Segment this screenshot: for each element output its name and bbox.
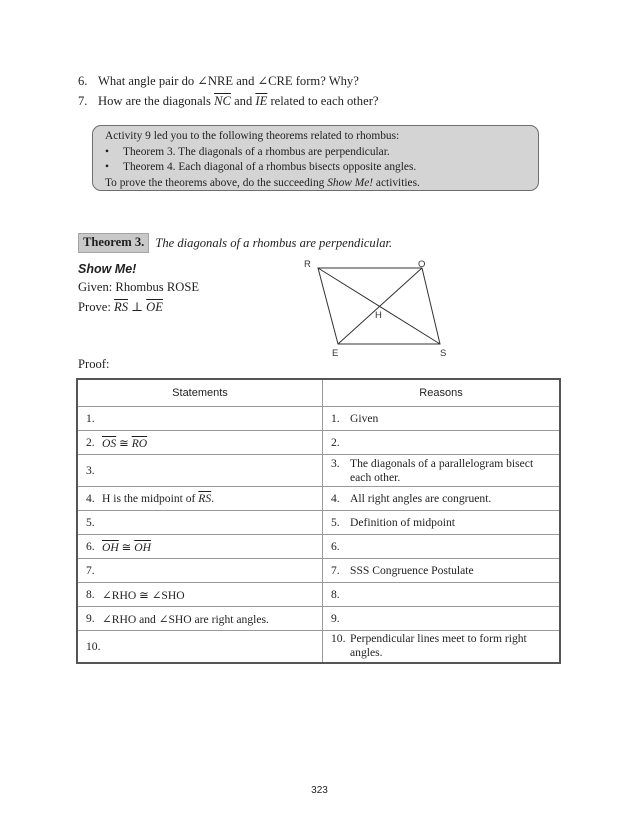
congruent-symbol: ≅ [116,436,132,450]
intersection-label-h: H [375,310,382,321]
reason-text: The diagonals of a parallelogram bisect each other. [350,456,534,484]
reason-number: 10. [331,632,346,646]
bullet-icon: • [105,145,109,158]
page-number: 323 [311,785,328,796]
statement-number: 2. [86,435,95,449]
statement-number: 3. [86,464,95,477]
table-row [77,583,560,607]
question-number: 7. [78,94,88,108]
callout-bullet-text: Theorem 3. The diagonals of a rhombus are perpendicular. [123,145,390,158]
statement-number: 4. [86,492,95,505]
statement-text [102,540,151,554]
callout-outro [105,176,538,192]
reason-text: Given [350,412,379,425]
prove-statement [78,299,163,315]
show-me-heading: Show Me! [78,262,137,276]
table-row [77,511,560,535]
statement-number: 6. [86,539,95,553]
callout-intro: Activity 9 led you to the following theorems related to rhombus: [105,130,400,142]
reason-text: Perpendicular lines meet to form right angles. [350,632,527,660]
reason-number: 1. [331,412,340,425]
congruent-symbol: ≅ [118,540,135,554]
table-row [77,455,560,487]
table-row [77,431,560,455]
segment-nc: $\overline{NC}$ [214,94,231,108]
table-header-row [77,379,560,407]
segment-oe: $\overline{OE}$ [146,300,163,314]
reason-text: Definition of midpoint [350,516,455,529]
vertex-label-o: O [418,259,426,270]
statement-text-part: H is the midpoint of [102,492,199,505]
reason-text: All right angles are congruent. [350,492,492,505]
reasons-header: Reasons [323,379,561,407]
question-6 [78,73,359,89]
reason-number: 9. [331,612,340,625]
statement-number: 1. [86,412,95,425]
callout-outro-text: To prove the theorems above, do the succeeding [105,176,328,189]
table-row [77,535,560,559]
reason-number: 3. [331,456,340,470]
vertex-label-e: E [332,348,339,359]
question-7 [78,94,378,109]
table-row [77,559,560,583]
theorem-statement: The diagonals of a rhombus are perpendicular. [155,235,393,250]
statement-number: 5. [86,516,95,529]
proof-label: Proof: [78,357,110,371]
diagonal-oe [338,268,422,344]
theorem-callout-box [92,125,539,191]
reason-number: 2. [331,436,340,449]
segment-ie: $\overline{IE}$ [255,94,268,108]
bullet-icon: • [105,161,109,173]
segment-os: $\overline{OS}$ [102,436,117,450]
vertex-label-s: S [440,348,447,359]
question-text: What angle pair do ∠NRE and ∠CRE form? Why? [98,74,359,88]
callout-outro-italic: Show Me! [327,176,374,189]
segment-ro: $\overline{RO}$ [131,436,148,450]
statements-header: Statements [77,379,323,407]
statement-text-part: . [211,492,215,505]
segment-rs: $\overline{RS}$ [198,492,212,505]
statement-text: ∠RHO ≅ ∠SHO [102,588,185,602]
given-statement: Given: Rhombus ROSE [78,280,200,294]
question-text: related to each other? [267,94,379,108]
reason-number: 6. [331,540,340,553]
statement-number: 8. [86,587,95,601]
table-row [77,607,560,631]
segment-oh: $\overline{OH}$ [102,540,119,554]
callout-outro-text: activities. [373,176,420,189]
question-text: How are the diagonals [98,94,215,108]
perpendicular-symbol: ⊥ [128,300,147,314]
callout-bullet [105,160,538,176]
table-row [77,487,560,511]
table-row [77,407,560,431]
statement-number: 9. [86,611,95,625]
statement-text [102,436,147,450]
question-text: and [230,94,256,108]
statement-number: 10. [86,639,101,653]
segment-oh: $\overline{OH}$ [134,540,152,554]
question-number: 6. [78,74,88,88]
reason-number: 4. [331,492,340,505]
reason-text: SSS Congruence Postulate [350,564,474,577]
diagonal-rs [318,268,440,344]
statement-text: ∠RHO and ∠SHO are right angles. [102,612,269,626]
prove-label: Prove: [78,300,115,314]
statement-number: 7. [86,564,95,577]
theorem-label: Theorem 3. [78,233,149,253]
callout-bullet [105,145,538,161]
statement-text [102,492,214,505]
callout-bullet-text: Theorem 4. Each diagonal of a rhombus bisects opposite angles. [123,161,417,173]
vertex-label-r: R [304,259,311,270]
reason-number: 8. [331,588,340,601]
table-row [77,631,560,663]
reason-number: 5. [331,516,340,529]
rhombus-rose-figure [300,256,460,362]
segment-rs: $\overline{RS}$ [114,300,129,314]
reason-number: 7. [331,564,340,577]
theorem-heading [78,233,392,253]
two-column-proof-table [76,378,561,664]
